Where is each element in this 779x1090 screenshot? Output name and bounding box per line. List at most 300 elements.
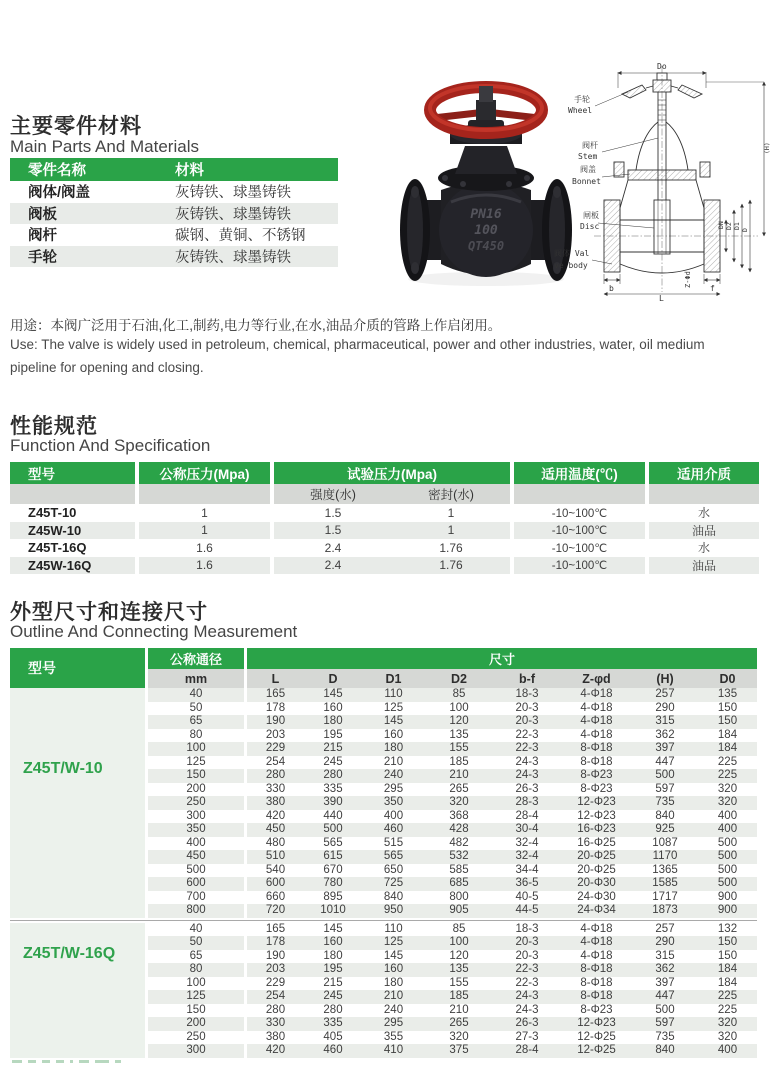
- dims-value-cell: 840: [655, 809, 675, 822]
- dims-dn-cell: 100: [148, 742, 244, 756]
- dims-dn-cell: 65: [189, 949, 203, 962]
- label-body-line2: ve body: [554, 261, 588, 270]
- dims-value-cell: 180: [304, 715, 362, 729]
- dims-value-cell: 8-Φ18: [580, 755, 613, 768]
- materials-material-cell: 灰铸铁、球墨铸铁: [175, 185, 291, 202]
- dims-value-cell: 895: [323, 890, 343, 903]
- dims-value-cell: 190: [265, 949, 286, 962]
- spec-np-cell: 1.6: [196, 540, 213, 555]
- dim-l-label: L: [659, 294, 664, 302]
- dims-value-cell: 145: [304, 688, 362, 702]
- dims-value-cell: 280: [265, 1003, 286, 1016]
- dims-value-cell: 229: [265, 976, 286, 989]
- dims-subheader-cell: D2: [451, 671, 467, 686]
- dims-table: [10, 648, 757, 1058]
- dims-group: [10, 923, 757, 1058]
- dims-dn-cell: 200: [148, 1017, 244, 1031]
- spec-seal-cell: 1: [392, 522, 510, 540]
- dims-value-cell: 8-Φ23: [561, 769, 632, 783]
- dims-value-cell: 4-Φ18: [561, 936, 632, 950]
- label-disc-zh: 闸板: [583, 211, 599, 220]
- dim-d2-label: D2: [725, 222, 733, 230]
- dims-value-cell: 26-3: [515, 782, 539, 795]
- spec-model-cell: Z45T-16Q: [28, 540, 87, 556]
- dims-value-cell: 20-Φ25: [577, 863, 616, 876]
- dims-value-cell: 320: [698, 796, 757, 810]
- dims-value-cell: 600: [247, 877, 304, 891]
- dims-value-cell: 1585: [632, 877, 698, 891]
- dims-value-cell: 315: [632, 715, 698, 729]
- dims-value-cell: 8-Φ18: [561, 963, 632, 977]
- dims-value-cell: 1170: [632, 850, 698, 864]
- dims-row: [148, 756, 757, 770]
- dims-value-cell: 203: [247, 963, 304, 977]
- dims-value-cell: 500: [632, 769, 698, 783]
- dims-value-cell: 30-4: [493, 823, 561, 837]
- materials-table: [10, 158, 338, 267]
- dims-row: [148, 963, 757, 977]
- materials-row: [10, 246, 338, 268]
- dims-value-cell: 460: [362, 823, 425, 837]
- dims-value-cell: 24-3: [515, 1003, 539, 1016]
- dims-dn-cell: 300: [186, 809, 206, 822]
- usage-text-en-line2: pipeline for opening and closing.: [10, 360, 204, 375]
- wheel-hub-section: [653, 80, 671, 92]
- dims-value-cell: 178: [265, 701, 286, 714]
- dims-row: [148, 904, 757, 918]
- dims-value-cell: 24-3: [493, 769, 561, 783]
- dims-value-cell: 229: [247, 742, 304, 756]
- dims-model-cell: [10, 688, 145, 918]
- spec-seal-cell: 1: [447, 505, 455, 520]
- dims-value-cell: 482: [449, 836, 469, 849]
- dims-value-cell: 840: [383, 890, 404, 903]
- dims-value-cell: 110: [384, 922, 403, 935]
- dims-value-cell: 145: [323, 922, 343, 935]
- dims-value-cell: 12-Φ25: [561, 1044, 632, 1058]
- dims-subheader-cell: D: [328, 671, 338, 686]
- dims-dn-cell: 150: [186, 1003, 206, 1016]
- dims-value-cell: 1365: [652, 863, 678, 876]
- spec-model-cell: Z45W-16Q: [10, 557, 135, 575]
- dims-row: [148, 877, 757, 891]
- dims-rows: [148, 688, 757, 918]
- dims-value-cell: 615: [304, 850, 362, 864]
- cropped-next-section-text: [12, 1060, 121, 1063]
- dim-zd-label: Z-Φd: [684, 271, 692, 288]
- dims-row: [148, 769, 757, 783]
- dims-model-cell: [10, 923, 145, 1058]
- label-wheel-zh: 手轮: [574, 95, 590, 104]
- dims-value-cell: 900: [698, 904, 757, 918]
- dims-value-cell: 597: [632, 1017, 698, 1031]
- dims-dn-cell: 350: [148, 823, 244, 837]
- dims-value-cell: 28-3: [493, 796, 561, 810]
- label-body-line1: 阀体 Val: [554, 249, 590, 258]
- spec-model-cell: Z45T-10: [28, 505, 77, 521]
- dims-value-cell: 135: [449, 728, 469, 741]
- dims-value-cell: 500: [304, 823, 362, 837]
- dims-value-cell: 110: [362, 688, 425, 702]
- dims-value-cell: 125: [362, 936, 425, 950]
- dims-value-cell: 12-Φ23: [577, 809, 616, 822]
- materials-title-en: Main Parts And Materials: [10, 137, 199, 156]
- dims-value-cell: 780: [304, 877, 362, 891]
- dims-value-cell: 195: [323, 728, 343, 741]
- dims-value-cell: 165: [247, 688, 304, 702]
- dims-header-size: 尺寸: [247, 648, 757, 669]
- dims-value-cell: 184: [717, 976, 738, 989]
- dims-value-cell: 203: [265, 728, 286, 741]
- dims-value-cell: 210: [362, 990, 425, 1004]
- dims-row: [148, 923, 757, 937]
- dims-subheader-cols: [247, 669, 757, 688]
- dims-value-cell: 165: [265, 922, 286, 935]
- dims-value-cell: 335: [323, 782, 343, 795]
- dims-row: [148, 729, 757, 743]
- dims-subheader-cell: D0: [719, 671, 736, 686]
- dim-d1-label: D1: [733, 222, 741, 230]
- dims-value-cell: 155: [449, 976, 469, 989]
- usage-text-zh: 用途：本阀广泛用于石油,化工,制药,电力等行业,在水,油品介质的管路上作启闭用。: [10, 318, 502, 333]
- dims-value-cell: 44-5: [493, 904, 561, 918]
- spec-temp-cell: -10~100℃: [551, 542, 608, 555]
- dims-value-cell: 12-Φ23: [561, 1017, 632, 1031]
- dims-value-cell: 532: [425, 850, 493, 864]
- spec-subheader-strength: 强度(水): [274, 484, 392, 504]
- label-stem-en: Stem: [578, 152, 598, 161]
- dims-title-en: Outline And Connecting Measurement: [10, 622, 298, 641]
- dims-value-cell: 428: [425, 823, 493, 837]
- dims-value-cell: 18-3: [493, 688, 561, 702]
- dims-value-cell: 447: [632, 990, 698, 1004]
- dims-value-cell: 254: [247, 990, 304, 1004]
- dims-value-cell: 150: [698, 715, 757, 729]
- dim-dn-label: DN: [717, 221, 725, 229]
- dims-value-cell: 240: [362, 769, 425, 783]
- materials-row: [10, 203, 338, 225]
- dims-value-cell: 135: [698, 688, 757, 702]
- dims-value-cell: 295: [383, 782, 404, 795]
- dims-value-cell: 28-4: [493, 1044, 561, 1058]
- dims-value-cell: 160: [323, 701, 343, 714]
- materials-material-cell: 灰铸铁、球墨铸铁: [175, 206, 291, 223]
- dims-value-cell: 210: [449, 1003, 469, 1016]
- dims-value-cell: 565: [362, 850, 425, 864]
- dims-value-cell: 254: [265, 755, 286, 768]
- dims-subheader-cell: b-f: [519, 671, 535, 686]
- dims-dn-cell: 400: [186, 836, 206, 849]
- dims-value-cell: 185: [449, 755, 469, 768]
- dims-value-cell: 32-4: [493, 850, 561, 864]
- dims-value-cell: 215: [304, 742, 362, 756]
- spec-header-row: [10, 462, 759, 484]
- dims-value-cell: 12-Φ25: [577, 1030, 616, 1043]
- dims-value-cell: 225: [698, 769, 757, 783]
- spec-subheader-seal: 密封(水): [392, 484, 510, 504]
- spec-temp-cell: -10~100℃: [551, 507, 608, 520]
- dims-value-cell: 195: [304, 963, 362, 977]
- dims-value-cell: 22-3: [493, 742, 561, 756]
- dims-value-cell: 210: [383, 755, 404, 768]
- dims-value-cell: 8-Φ18: [561, 990, 632, 1004]
- dims-rows: [148, 923, 757, 1058]
- dims-value-cell: 20-3: [515, 949, 539, 962]
- dims-dn-cell: 450: [148, 850, 244, 864]
- dims-value-cell: 20-3: [493, 936, 561, 950]
- dims-value-cell: 320: [698, 1017, 757, 1031]
- dims-value-cell: 16-Φ23: [561, 823, 632, 837]
- dims-value-cell: 24-3: [515, 755, 539, 768]
- dims-value-cell: 24-Φ30: [577, 890, 616, 903]
- dims-subheader-cell: D1: [385, 671, 402, 686]
- dims-value-cell: 32-4: [515, 836, 539, 849]
- dims-row: [148, 977, 757, 991]
- dims-value-cell: 362: [655, 728, 675, 741]
- dims-value-cell: 20-3: [515, 701, 539, 714]
- dims-header-dn: 公称通径: [148, 648, 244, 669]
- spec-header-temperature: 适用温度(℃): [514, 462, 645, 484]
- dims-value-cell: 925: [632, 823, 698, 837]
- spec-subheader-row: [10, 484, 759, 504]
- left-flange-section: [604, 200, 620, 272]
- dims-value-cell: 280: [323, 1003, 343, 1016]
- dims-value-cell: 335: [304, 1017, 362, 1031]
- dim-h-label: (H): [763, 142, 771, 154]
- materials-part-cell: 阀板: [28, 206, 57, 223]
- materials-part-cell: 阀杆: [28, 228, 57, 245]
- dims-dn-cell: 200: [186, 782, 206, 795]
- dims-value-cell: 150: [717, 949, 738, 962]
- dims-value-cell: 735: [655, 1030, 675, 1043]
- dims-value-cell: 178: [247, 936, 304, 950]
- materials-header-row: [10, 158, 338, 181]
- dims-value-cell: 400: [383, 809, 404, 822]
- dims-value-cell: 368: [449, 809, 469, 822]
- dims-row: [148, 1004, 757, 1018]
- dims-row: [148, 864, 757, 878]
- label-bonnet-zh: 阀盖: [580, 165, 596, 174]
- wheel-section-left: [622, 85, 646, 98]
- dims-value-cell: 120: [425, 715, 493, 729]
- dims-dn-cell: 125: [148, 990, 244, 1004]
- dims-value-cell: 1717: [652, 890, 678, 903]
- dims-value-cell: 315: [655, 949, 675, 962]
- dims-value-cell: 650: [383, 863, 404, 876]
- dims-value-cell: 22-3: [493, 963, 561, 977]
- dims-value-cell: 420: [247, 1044, 304, 1058]
- dims-row: [148, 990, 757, 1004]
- dims-value-cell: 950: [362, 904, 425, 918]
- dims-value-cell: 390: [304, 796, 362, 810]
- spec-seal-cell: 1.76: [439, 540, 463, 555]
- dims-value-cell: 500: [717, 863, 738, 876]
- right-flange-section: [704, 200, 720, 272]
- dims-value-cell: 500: [698, 877, 757, 891]
- dims-value-cell: 100: [425, 936, 493, 950]
- spec-header-nominal-pressure: 公称压力(Mpa): [139, 462, 270, 484]
- dims-row: [148, 715, 757, 729]
- dims-header-mm: mm: [148, 669, 244, 688]
- dims-value-cell: 290: [632, 936, 698, 950]
- dims-title-zh: 外型尺寸和连接尺寸: [10, 601, 208, 624]
- dims-value-cell: 400: [698, 823, 757, 837]
- dims-value-cell: 135: [425, 963, 493, 977]
- materials-row: [10, 181, 338, 203]
- dims-value-cell: 180: [362, 742, 425, 756]
- dims-value-cell: 905: [425, 904, 493, 918]
- dims-value-cell: 447: [655, 755, 675, 768]
- dims-subheader-cell: Z-φd: [582, 671, 611, 686]
- dims-value-cell: 280: [247, 769, 304, 783]
- dims-value-cell: 1010: [304, 904, 362, 918]
- dims-value-cell: 28-4: [515, 809, 539, 822]
- dims-value-cell: 4-Φ18: [580, 949, 613, 962]
- dims-value-cell: 355: [383, 1030, 404, 1043]
- bonnet-section: [628, 170, 696, 180]
- dims-value-cell: 565: [323, 836, 343, 849]
- dims-value-cell: 720: [247, 904, 304, 918]
- dims-value-cell: 670: [323, 863, 343, 876]
- dims-value-cell: 8-Φ18: [561, 742, 632, 756]
- dims-value-cell: 225: [698, 990, 757, 1004]
- dims-dn-cell: 700: [186, 890, 206, 903]
- dims-value-cell: 85: [452, 922, 466, 935]
- dims-value-cell: 800: [449, 890, 469, 903]
- dims-value-cell: 20-3: [493, 715, 561, 729]
- dims-value-cell: 4-Φ18: [561, 715, 632, 729]
- dims-value-cell: 660: [265, 890, 286, 903]
- dims-value-cell: 400: [698, 1044, 757, 1058]
- spec-strength-cell: 1.5: [324, 505, 342, 520]
- materials-row: [10, 224, 338, 246]
- dim-d-label: D: [741, 228, 749, 232]
- dims-subheader-cell: (H): [656, 671, 674, 686]
- dims-row: [148, 837, 757, 851]
- dims-value-cell: 145: [383, 949, 404, 962]
- spec-strength-cell: 2.4: [324, 540, 342, 555]
- dims-value-cell: 145: [362, 715, 425, 729]
- spec-medium-cell: 油品: [649, 522, 759, 540]
- dims-value-cell: 4-Φ18: [580, 922, 613, 935]
- dims-value-cell: 500: [717, 836, 738, 849]
- dims-dn-cell: 125: [186, 755, 206, 768]
- dims-value-cell: 120: [449, 949, 469, 962]
- dims-value-cell: 22-3: [515, 976, 539, 989]
- spec-row: [10, 557, 759, 575]
- dims-row: [148, 850, 757, 864]
- dims-table-header: [10, 648, 757, 688]
- dims-value-cell: 225: [717, 755, 738, 768]
- dims-value-cell: 1087: [652, 836, 678, 849]
- dims-value-cell: 480: [265, 836, 286, 849]
- dims-value-cell: 265: [425, 1017, 493, 1031]
- label-bonnet-en: Bonnet: [572, 177, 601, 186]
- dims-dn-cell: 50: [148, 936, 244, 950]
- dims-dn-cell: 65: [148, 715, 244, 729]
- dims-group-separator: [10, 918, 757, 923]
- materials-title-zh: 主要零件材料: [10, 115, 142, 138]
- dims-value-cell: 125: [383, 701, 404, 714]
- spec-strength-cell: 2.4: [274, 557, 392, 575]
- materials-part-cell: 阀体/阀盖: [28, 185, 91, 202]
- dims-row: [148, 1031, 757, 1045]
- dims-row: [148, 823, 757, 837]
- dims-value-cell: 240: [383, 1003, 404, 1016]
- dims-value-cell: 330: [247, 1017, 304, 1031]
- spec-temp-cell: -10~100℃: [514, 557, 645, 575]
- spec-row: [10, 522, 759, 540]
- dims-value-cell: 450: [247, 823, 304, 837]
- dims-row: [148, 891, 757, 905]
- dims-value-cell: 320: [425, 796, 493, 810]
- dims-value-cell: 295: [362, 1017, 425, 1031]
- dims-value-cell: 397: [655, 976, 675, 989]
- dims-value-cell: 515: [383, 836, 404, 849]
- dims-row: [148, 1044, 757, 1058]
- dims-group: [10, 688, 757, 918]
- dims-value-cell: 160: [362, 963, 425, 977]
- dims-row: [148, 688, 757, 702]
- spec-table: [10, 462, 759, 574]
- stem-nut: [479, 86, 493, 102]
- dims-value-cell: 24-3: [493, 990, 561, 1004]
- spec-title-en: Function And Specification: [10, 436, 211, 455]
- dim-do-label: Do: [657, 62, 667, 71]
- materials-material-cell: 碳钢、黄铜、不锈钢: [175, 228, 306, 245]
- dims-value-cell: 245: [304, 990, 362, 1004]
- dims-value-cell: 350: [362, 796, 425, 810]
- spec-medium-cell: 水: [697, 541, 710, 556]
- dims-value-cell: 184: [698, 742, 757, 756]
- valve-drawing: [550, 58, 779, 307]
- dims-value-cell: 597: [655, 782, 675, 795]
- spec-np-cell: 1.6: [139, 557, 270, 575]
- marking-pn: PN16: [470, 207, 502, 222]
- dims-model-label: Z45T/W-16Q: [23, 944, 116, 962]
- dims-row: [148, 702, 757, 716]
- wheel-section-right: [678, 85, 702, 98]
- dims-dn-cell: 80: [189, 728, 203, 741]
- dims-value-cell: 150: [717, 701, 738, 714]
- dims-value-cell: 725: [362, 877, 425, 891]
- dims-value-cell: 320: [717, 782, 738, 795]
- label-disc-en: Disc: [580, 222, 600, 231]
- dims-header-model: 型号: [10, 648, 145, 688]
- dims-value-cell: 400: [717, 809, 738, 822]
- dims-dn-cell: 80: [148, 963, 244, 977]
- bonnet: [455, 146, 517, 174]
- dims-value-cell: 8-Φ23: [580, 1003, 613, 1016]
- dims-value-cell: 210: [425, 769, 493, 783]
- dims-value-cell: 22-3: [515, 728, 539, 741]
- spec-medium-cell: 水: [697, 506, 710, 521]
- dims-row: [148, 783, 757, 797]
- dims-value-cell: 4-Φ18: [580, 728, 613, 741]
- dims-value-cell: 410: [362, 1044, 425, 1058]
- spec-strength-cell: 1.5: [274, 522, 392, 540]
- dims-value-cell: 184: [698, 963, 757, 977]
- spec-seal-cell: 1.76: [392, 557, 510, 575]
- dims-value-cell: 440: [323, 809, 343, 822]
- dims-value-cell: 840: [632, 1044, 698, 1058]
- dims-value-cell: 585: [449, 863, 469, 876]
- dims-value-cell: 265: [449, 782, 469, 795]
- dims-dn-cell: 600: [148, 877, 244, 891]
- dims-value-cell: 85: [425, 688, 493, 702]
- marking-material: QT450: [467, 239, 505, 253]
- spec-temp-cell: -10~100℃: [514, 522, 645, 540]
